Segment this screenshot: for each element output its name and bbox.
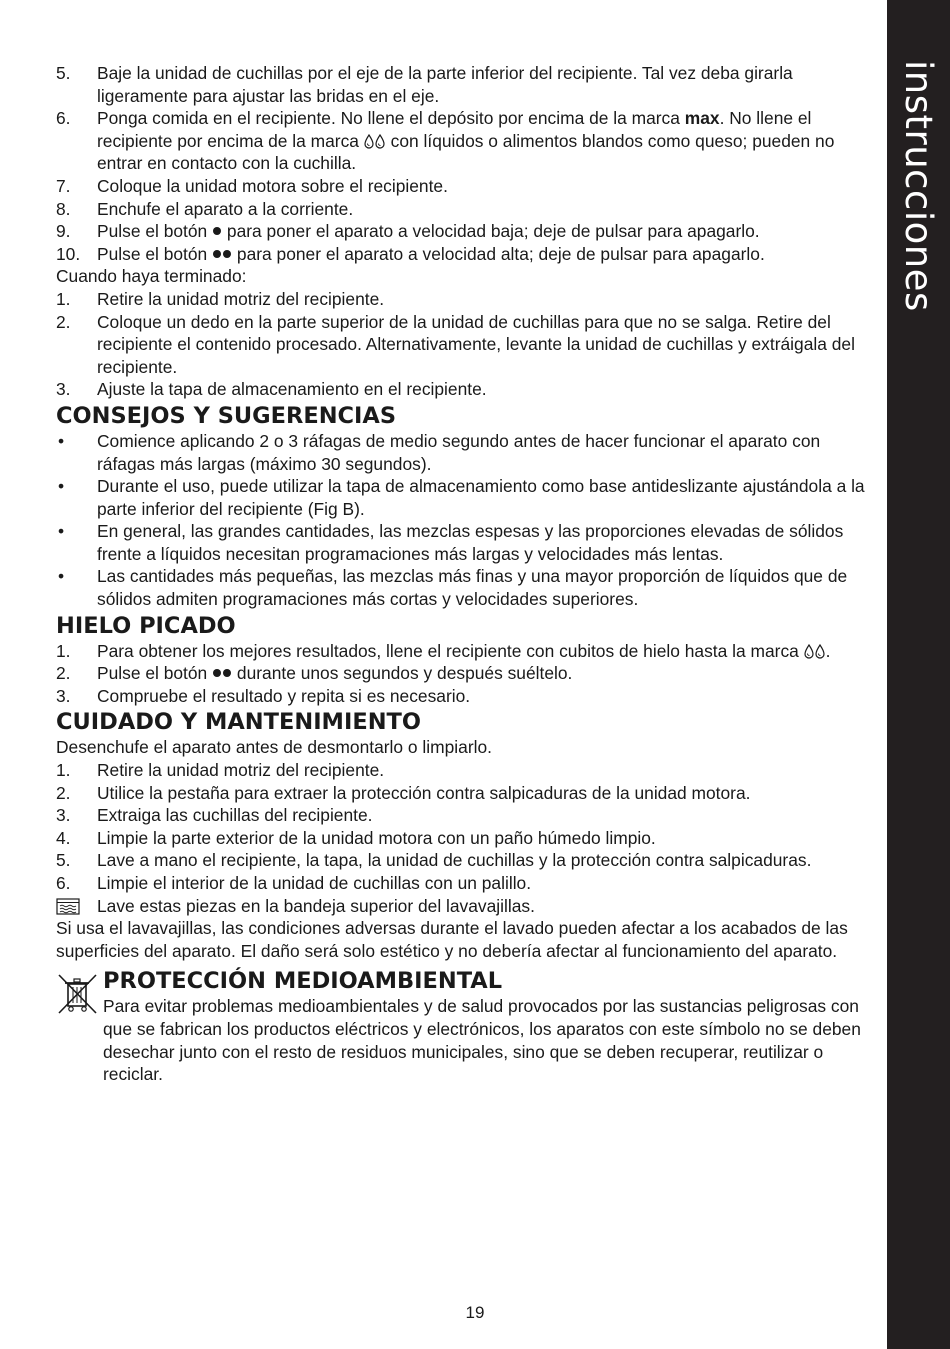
environment-heading: PROTECCIÓN MEDIOAMBIENTAL <box>103 968 503 995</box>
list-item: 7. Coloque la unidad motora sobre el recipiente. <box>56 175 448 196</box>
list-item: 6. Ponga comida en el recipiente. No llene el depósito por encima de la marca max. No llene el recipiente por encima de la marca con líquidos o alimentos blandos como queso; pueden no entrar en contacto con la cuchilla. <box>56 108 835 174</box>
list-item: 2. Pulse el botón durante unos segundos y después suéltelo. <box>56 663 573 684</box>
list-item: • Las cantidades más pequeñas, las mezclas más finas y una mayor proporción de líquidos que de sólidos admiten programaciones más cortas y velocidades superiores. <box>58 566 848 610</box>
list-item: 1. Retire la unidad motriz del recipiente. <box>56 760 385 781</box>
list-item: 1. Para obtener los mejores resultados, llene el recipiente con cubitos de hielo hasta la marca . <box>56 640 831 661</box>
care-note: Si usa el lavavajillas, las condiciones adversas durante el lavado pueden afectar a los acabados de las superficies del aparato. El daño será solo estético y no debería afectar al funcionamiento del aparato. <box>56 918 848 961</box>
list-item: • En general, las grandes cantidades, las mezclas espesas y las proporciones elevadas de sólidos frente a líquidos necesitan programaciones más largas y velocidades más lentas. <box>58 521 844 564</box>
list-item: 3. Extraiga las cuchillas del recipiente. <box>56 805 373 826</box>
list-item: • Comience aplicando 2 o 3 ráfagas de medio segundo antes de hacer funcionar el aparato con ráfagas más largas (máximo 30 segundos). <box>58 430 821 474</box>
list-item: 10. Pulse el botón para poner el aparato a velocidad alta; deje de pulsar para apagarlo. <box>56 243 765 264</box>
environment-text: Para evitar problemas medioambientales y de salud provocados por las sustancias peligrosas con que se fabrican los productos eléctricos y electrónicos, los aparatos con este símbolo no se deben desechar junto con el resto de residuos municipales, sino que se deben recuperar, reutilizar o reciclar. <box>103 996 861 1085</box>
list-item: 3. Ajuste la tapa de almacenamiento en el recipiente. <box>56 379 487 400</box>
liquid-level-drops-icon <box>364 134 386 149</box>
finished-intro: Cuando haya terminado: <box>56 266 247 287</box>
page-content <box>56 62 882 1086</box>
tips-heading: CONSEJOS Y SUGERENCIAS <box>56 402 397 429</box>
ice-heading: HIELO PICADO <box>56 612 236 639</box>
list-item: 2. Coloque un dedo en la parte superior de la unidad de cuchillas para que no se salga. Retire del recipiente el contenido procesado. Alternativamente, levante la unidad de cuchillas y extráigala del recipiente. <box>56 311 855 377</box>
list-item: 5. Baje la unidad de cuchillas por el eje de la parte inferior del recipiente. Tal vez deba girarla ligeramente para ajustar las bridas en el eje. <box>56 63 793 106</box>
dishwasher-line: Lave estas piezas en la bandeja superior del lavavajillas. <box>56 895 882 918</box>
list-item: 6. Limpie el interior de la unidad de cuchillas con un palillo. <box>56 873 532 893</box>
environment-section <box>56 968 882 1085</box>
speed-dot-icon <box>213 669 221 677</box>
list-item: 9. Pulse el botón para poner el aparato a velocidad baja; deje de pulsar para apagarlo. <box>56 221 760 242</box>
page-number: 19 <box>465 1303 485 1322</box>
list-item: 5. Lave a mano el recipiente, la tapa, la unidad de cuchillas y la protección contra salpicaduras. <box>56 850 812 871</box>
care-intro: Desenchufe el aparato antes de desmontarlo o limpiarlo. <box>56 737 492 758</box>
crossed-out-bin-icon <box>56 972 100 1016</box>
speed-dot-icon <box>223 669 231 677</box>
care-heading: CUIDADO Y MANTENIMIENTO <box>56 709 421 736</box>
list-item: 4. Limpie la parte exterior de la unidad motora con un paño húmedo limpio. <box>56 827 656 848</box>
speed-dot-icon <box>223 250 231 258</box>
max-mark: max <box>684 108 720 129</box>
side-tab <box>887 0 950 1349</box>
liquid-level-drops-icon <box>804 644 826 659</box>
list-item: 3. Compruebe el resultado y repita si es necesario. <box>56 685 471 706</box>
side-tab-label: instrucciones <box>897 60 940 312</box>
list-item: 1. Retire la unidad motriz del recipiente. <box>56 288 385 309</box>
list-item: • Durante el uso, puede utilizar la tapa de almacenamiento como base antideslizante ajustándola a la parte inferior del recipiente (Fig B). <box>58 476 865 519</box>
dishwasher-icon <box>56 898 80 915</box>
speed-dot-icon <box>213 227 221 235</box>
list-item: 8. Enchufe el aparato a la corriente. <box>56 198 354 219</box>
speed-dot-icon <box>213 250 221 258</box>
list-item: 2. Utilice la pestaña para extraer la protección contra salpicaduras de la unidad motora. <box>56 782 751 803</box>
